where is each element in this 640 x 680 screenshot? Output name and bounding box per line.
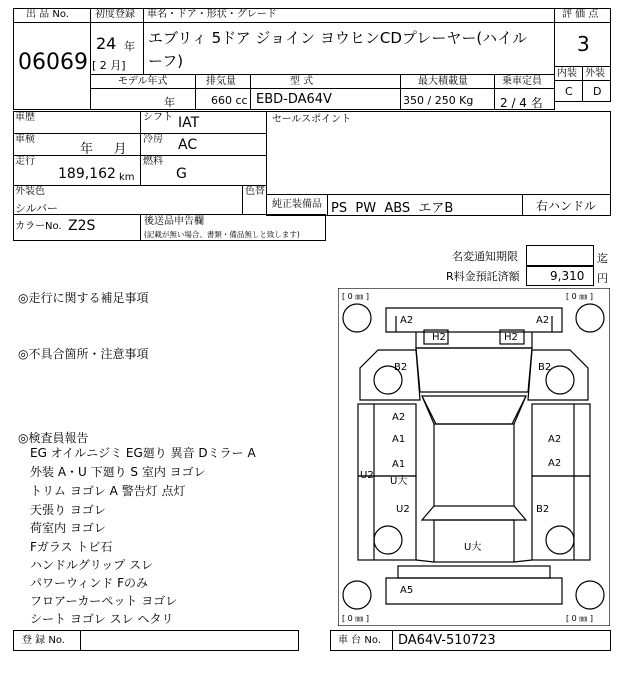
right-fender-outline (528, 350, 588, 400)
report-line: シート ヨゴレ スレ ヘタリ (30, 612, 174, 626)
driving-notes-label: ◎走行に関する補足事項 (18, 291, 149, 305)
tire-depth-rear-right: [ 0 ㎜ ] (566, 614, 593, 623)
color-label: 外装色 (15, 186, 45, 197)
history-label: 車歴 (15, 112, 35, 123)
color-value: シルバー (15, 202, 58, 215)
shift-label: シフト (143, 112, 173, 123)
report-line: トリム ヨゴレ A 警告灯 点灯 (30, 484, 186, 498)
mileage-unit: km (119, 172, 135, 183)
left-fender-outline (360, 350, 420, 400)
evaluation-score: 3 (577, 32, 590, 56)
tire-front-left-icon (343, 304, 371, 332)
right-rear-door-outline (532, 476, 590, 560)
repaint-label: 色替 (245, 186, 265, 197)
name-change-box (526, 245, 594, 266)
rear-gate-outline (434, 520, 514, 562)
car-damage-diagram (338, 288, 610, 626)
left-front-door-outline (358, 404, 416, 476)
car-name-line2: ーフ) (148, 52, 184, 70)
displacement-label: 排気量 (206, 76, 236, 87)
mark-rear-bumper: A5 (400, 585, 414, 596)
report-line: ハンドルグリップ スレ (30, 558, 154, 572)
defects-label: ◎不具合箇所・注意事項 (18, 347, 149, 361)
car-name-line1: エブリィ 5ドア ジョイン ヨウヒンCDプレーヤー(ハイル (148, 29, 528, 47)
report-line: 荷室内 ヨゴレ (30, 521, 106, 535)
first-registration-label: 初度登録 (95, 9, 135, 20)
model-year-unit: 年 (164, 96, 175, 109)
chassis-number-label: 車 台 No. (338, 635, 381, 646)
mark-left-rear-quarter: U2 (396, 504, 410, 515)
first-registration-month: [ 2 月] (92, 59, 126, 72)
displacement: 660 cc (211, 94, 248, 107)
fuel-label: 燃料 (143, 156, 163, 167)
report-line: EG オイルニジミ EG廻り 異音 Dミラー A (30, 446, 256, 460)
registration-number-label: 登 録 No. (22, 635, 65, 646)
mark-left-rear-door-b: U大 (390, 476, 408, 487)
name-change-unit: 迄 (597, 252, 608, 265)
docs-note: (記載が無い場合、書類・備品無しと致します) (144, 230, 300, 239)
max-load: 350 / 250 Kg (403, 94, 474, 107)
color-number-label: カラーNo. (15, 221, 62, 232)
capacity-label: 乗車定員 (502, 76, 542, 87)
hood-outline (416, 348, 532, 392)
inspection-label: 車検 (15, 134, 35, 145)
model-year-label: モデル年式 (118, 76, 168, 87)
mark-right-rear-quarter: B2 (536, 504, 550, 515)
mark-left-fender: B2 (394, 362, 408, 373)
first-registration-year: 24 (96, 34, 117, 53)
tire-front-right-icon (576, 304, 604, 332)
windshield-outline (422, 396, 526, 424)
shift-value: IAT (178, 115, 200, 131)
inspector-report-label: ◎検査員報告 (18, 431, 89, 445)
mark-front-right-h: H2 (504, 332, 518, 343)
name-change-label: 名変通知期限 (452, 250, 518, 263)
chassis-number: DA64V-510723 (398, 633, 496, 648)
report-line: 天張り ヨゴレ (30, 503, 106, 517)
exterior-grade: D (593, 85, 602, 98)
tire-rear-left-icon (343, 581, 371, 609)
tire-depth-front-right: [ 0 ㎜ ] (566, 292, 593, 301)
model-type-label: 型 式 (290, 76, 314, 87)
car-title-label: 車名・ドア・形状・グレード (147, 9, 277, 20)
roof-outline (434, 424, 514, 506)
report-line: Fガラス トビ石 (30, 540, 113, 554)
fuel-value: G (176, 166, 187, 182)
ac-value: AC (178, 137, 198, 153)
mark-right-front-door: A2 (548, 434, 562, 445)
inspection-value: 年 月 (80, 142, 127, 157)
report-line: フロアーカーペット ヨゴレ (30, 594, 178, 608)
docs-label: 後送品申告欄 (144, 216, 204, 227)
tire-depth-rear-left: [ 0 ㎜ ] (342, 614, 369, 623)
recycle-label: R料金預託済額 (446, 270, 520, 283)
recycle-value: 9,310 (550, 269, 585, 283)
mark-front-bumper-left: A2 (400, 315, 414, 326)
model-type: EBD-DA64V (256, 92, 332, 107)
report-line: パワーウィンド Fのみ (30, 576, 148, 590)
year-unit: 年 (124, 40, 135, 53)
lot-number-label: 出 品 No. (26, 9, 69, 20)
equipment-label: 純正装備品 (272, 199, 322, 210)
recycle-unit: 円 (597, 272, 608, 285)
mileage-value: 189,162 (58, 166, 116, 182)
tire-depth-front-left: [ 0 ㎜ ] (342, 292, 369, 301)
sales-point-label: セールスポイント (272, 114, 352, 125)
mark-right-fender: B2 (538, 362, 552, 373)
interior-label: 内装 (557, 68, 577, 79)
interior-grade: C (565, 85, 573, 98)
lot-number: 06069 (18, 50, 88, 75)
exterior-label: 外装 (585, 68, 605, 79)
report-line: 外装 A・U 下廻り S 室内 ヨゴレ (30, 465, 206, 479)
mark-front-bumper-right: A2 (536, 315, 550, 326)
color-number: Z2S (68, 218, 96, 234)
ac-label: 冷房 (143, 134, 163, 145)
mark-roof-rear: U大 (464, 542, 482, 553)
mark-left-front-door-b: A1 (392, 434, 406, 445)
handle-side: 右ハンドル (536, 199, 597, 213)
capacity: 2 / 4 名 (500, 96, 543, 110)
mileage-label: 走行 (15, 156, 35, 167)
max-load-label: 最大積載量 (418, 76, 468, 87)
mark-left-rear-door-a: A1 (392, 459, 406, 470)
tire-rear-right-icon (576, 581, 604, 609)
mark-left-side: U2 (360, 470, 374, 481)
mark-right-rear-door: A2 (548, 458, 562, 469)
evaluation-label: 評 価 点 (562, 9, 599, 20)
mark-front-left-h: H2 (432, 332, 446, 343)
equipment-value: PS PW ABS エアB (331, 201, 454, 216)
mark-left-front-door-a: A2 (392, 412, 406, 423)
left-rear-door-outline (358, 476, 416, 560)
